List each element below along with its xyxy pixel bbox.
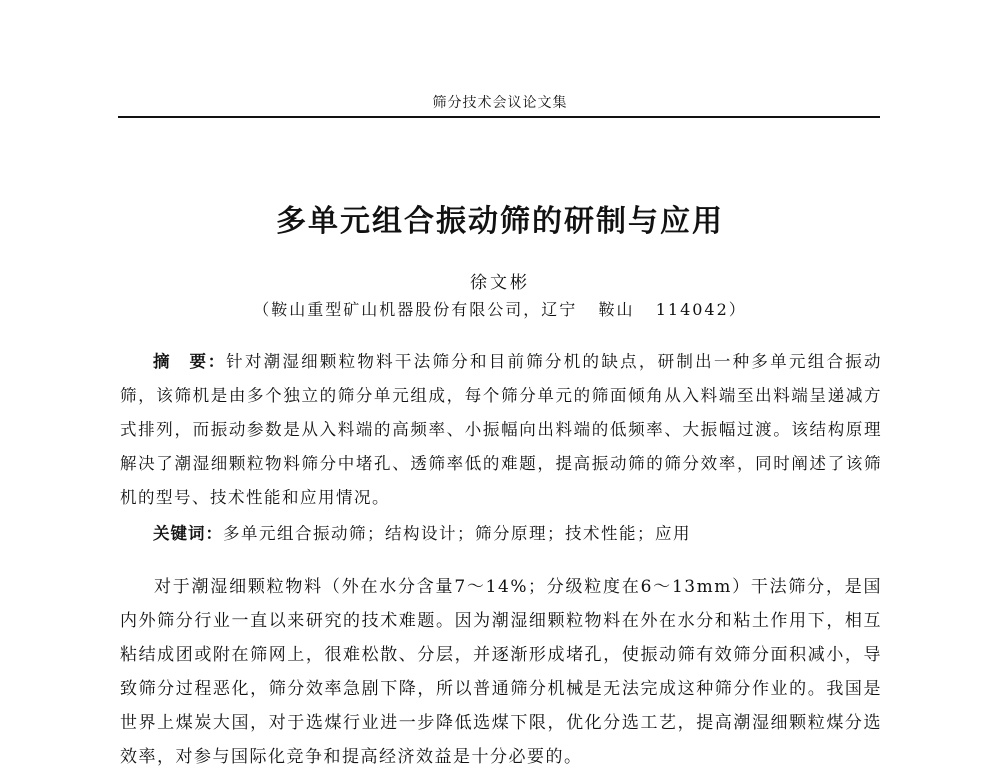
keywords-label: 关键词： bbox=[153, 524, 223, 543]
abstract-text: 针对潮湿细颗粒物料干法筛分和目前筛分机的缺点，研制出一种多单元组合振动筛，该筛机是由多个独立的筛分单元组成，每个筛分单元的筛面倾角从入料端至出料端呈递减方式排列，而振动参数是从入料端的高频率、小振幅向出料端的低频率、大振幅过渡。该结构原理解决了潮湿细颗粒物料筛分中堵孔、透筛率低的难题，提高振动筛的筛分效率，同时阐述了该筛机的型号、技术性能和应用情况。 bbox=[120, 352, 883, 507]
body-paragraph: 对于潮湿细颗粒物料（外在水分含量7～14%；分级粒度在6～13mm）干法筛分，是国内外筛分行业一直以来研究的技术难题。因为潮湿细颗粒物料在外在水分和粘土作用下，相互粘结成团或附在筛网上，很难松散、分层，并逐渐形成堵孔，使振动筛有效筛分面积减小，导致筛分过程恶化，筛分效率急剧下降，所以普通筛分机械是无法完成这种筛分作业的。我国是世界上煤炭大国，对于选煤行业进一步降低选煤下限，优化分选工艺，提高潮湿细颗粒煤分选效率，对参与国际化竞争和提高经济效益是十分必要的。 bbox=[120, 577, 882, 767]
running-head: 筛分技术会议论文集 bbox=[432, 95, 568, 111]
keywords-text: 多单元组合振动筛；结构设计；筛分原理；技术性能；应用 bbox=[223, 524, 691, 543]
abstract-paragraph bbox=[120, 345, 882, 515]
author-affiliation: （鞍山重型矿山机器股份有限公司，辽宁 鞍山 114042） bbox=[253, 300, 747, 319]
paper-title: 多单元组合振动筛的研制与应用 bbox=[276, 204, 724, 239]
author-name: 徐文彬 bbox=[470, 273, 530, 293]
header-rule bbox=[118, 116, 880, 118]
keywords-paragraph bbox=[120, 517, 882, 551]
abstract-label: 摘 要： bbox=[153, 352, 227, 371]
